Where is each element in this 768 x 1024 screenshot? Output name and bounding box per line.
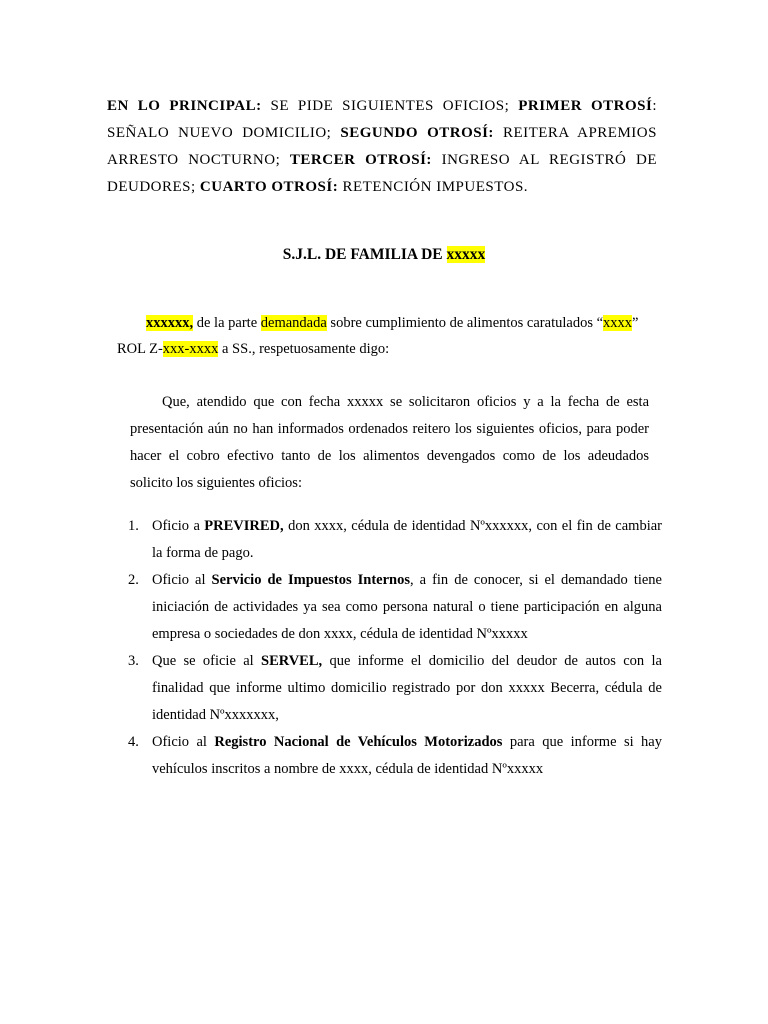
intro-text-4: a SS., respetuosamente digo: xyxy=(218,341,390,357)
list-item-pre: Oficio a xyxy=(152,518,205,534)
document-summary xyxy=(107,93,657,201)
intro-text-1: de la parte xyxy=(193,315,261,331)
summary-segundo-otrosi-label: SEGUNDO OTROSÍ: xyxy=(340,125,494,141)
oficios-list xyxy=(125,513,662,783)
party-name-highlight: xxxxxx, xyxy=(146,315,194,331)
intro-text-3: ” ROL Z- xyxy=(117,315,639,357)
list-item xyxy=(125,648,662,729)
list-item-number: 2. xyxy=(128,572,139,588)
court-heading-prefix: S.J.L. DE FAMILIA DE xyxy=(282,246,447,263)
list-item-entity: Registro Nacional de Vehículos Motorizados xyxy=(214,734,503,750)
list-item xyxy=(125,729,662,783)
summary-primer-otrosi-label: PRIMER OTROSÍ xyxy=(518,98,653,114)
intro-paragraph xyxy=(117,310,662,362)
list-item-entity: PREVIRED, xyxy=(204,518,284,534)
summary-cuarto-otrosi-label: CUARTO OTROSÍ: xyxy=(199,179,339,195)
rol-number-highlight: xxx-xxxx xyxy=(162,341,219,357)
court-heading xyxy=(0,244,768,266)
summary-tercer-otrosi-text: INGRESO AL REGISTRÓ DE DEUDORES; xyxy=(107,152,658,195)
court-placeholder-highlight: xxxxx xyxy=(446,246,486,263)
list-item-entity: Servicio de Impuestos Internos xyxy=(211,572,410,588)
summary-cuarto-otrosi-text: RETENCIÓN IMPUESTOS. xyxy=(338,179,529,195)
list-item-number: 1. xyxy=(128,518,139,534)
list-item-entity: SERVEL, xyxy=(261,653,323,669)
list-item-post: para que informe si hay vehículos inscritos a nombre de xxxx, cédula de identidad Nºxxxxx xyxy=(152,734,662,777)
list-item xyxy=(125,567,662,648)
summary-principal-text: SE PIDE SIGUIENTES OFICIOS; xyxy=(261,98,519,114)
list-item-pre: Oficio al xyxy=(152,734,215,750)
list-item xyxy=(125,513,662,567)
summary-tercer-otrosi-label: TERCER OTROSÍ: xyxy=(289,152,432,168)
list-item-post: que informe el domicilio del deudor de autos con la finalidad que informe ultimo domicilio registrado por don xxxxx Becerra, cédula de identidad Nºxxxxxxx, xyxy=(152,653,662,723)
list-item-post: don xxxx, cédula de identidad Nºxxxxxx, con el fin de cambiar la forma de pago. xyxy=(152,518,662,561)
summary-principal-label: EN LO PRINCIPAL: xyxy=(107,98,262,114)
intro-text-2: sobre cumplimiento de alimentos caratulados “ xyxy=(326,315,604,331)
summary-primer-otrosi-text: : SEÑALO NUEVO DOMICILIO; xyxy=(107,98,657,141)
list-item-number: 4. xyxy=(128,734,139,750)
list-item-number: 3. xyxy=(128,653,139,669)
request-paragraph: Que, atendido que con fecha xxxxx se solicitaron oficios y a la fecha de esta presentación aún no han informados ordenados reitero los siguientes oficios, para poder hacer el cobro efectivo tanto de los alimentos devengados como de los adeudados solicito los siguientes oficios: xyxy=(130,394,649,491)
list-item-post: , a fin de conocer, si el demandado tiene iniciación de actividades ya sea como persona natural o tiene participación en alguna empresa o sociedades de don xxxx, cédula de identidad Nºxxxxx xyxy=(152,572,662,642)
case-name-highlight: xxxx xyxy=(603,315,633,331)
party-role-highlight: demandada xyxy=(260,315,327,331)
list-item-pre: Que se oficie al xyxy=(152,653,262,669)
list-item-pre: Oficio al xyxy=(152,572,212,588)
summary-segundo-otrosi-text: REITERA APREMIOS ARRESTO NOCTURNO; xyxy=(107,125,657,168)
